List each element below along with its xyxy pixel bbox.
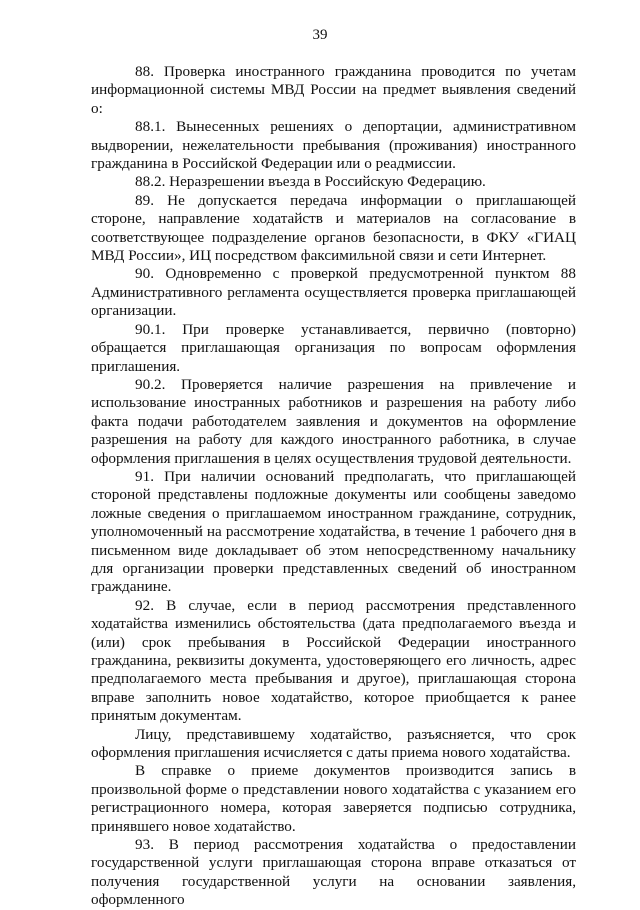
paragraph-92-note: Лицу, представившему ходатайство, разъясняется, что срок оформления приглашения исчисляется с даты приема нового ходатайства. <box>91 725 576 762</box>
paragraph-88-2: 88.2. Неразрешении въезда в Российскую Федерацию. <box>135 173 486 191</box>
paragraph-91: 91. При наличии оснований предполагать, что приглашающей стороной представлены подложные документы или сообщены заведомо ложные сведения о приглашаемом иностранном гражданине, сотрудник, уполномоченный на рассмотрение ходатайства, в течение 1 рабочего дня в письменном виде докладывает об этом непосредственному начальнику для организации проверки представленных сведений об иностранном гражданине. <box>91 467 576 596</box>
paragraph-90-2: 90.2. Проверяется наличие разрешения на привлечение и использование иностранных работников и разрешения на работу либо факта подачи работодателем заявления и документов на оформление разрешения на работу для каждого иностранного работника, в случае оформления приглашения в целях осуществления трудовой деятельности. <box>91 375 576 467</box>
document-body <box>91 63 576 910</box>
paragraph-92-receipt: В справке о приеме документов производится запись в произвольной форме о представлении нового ходатайства с указанием его регистрационного номера, которая заверяется подписью сотрудника, принявшего новое ходатайство. <box>91 762 576 835</box>
paragraph-92: 92. В случае, если в период рассмотрения представленного ходатайства изменились обстоятельства (дата предполагаемого въезда и (или) срок пребывания в Российской Федерации иностранного гражданина, реквизиты документа, удостоверяющего его личность, адрес предполагаемого места пребывания и другое), приглашающая сторона вправе заполнить новое ходатайство, которое приобщается к ранее принятым документам. <box>91 596 576 725</box>
paragraph-93: 93. В период рассмотрения ходатайства о предоставлении государственной услуги приглашающая сторона вправе отказаться от получения государственной услуги на основании заявления, оформленного <box>91 836 576 909</box>
page-number: 39 <box>312 27 328 43</box>
paragraph-89: 89. Не допускается передача информации о приглашающей стороне, направление ходатайств и материалов на согласование в соответствующее подразделение органов безопасности, в ФКУ «ГИАЦ МВД России», ИЦ посредством факсимильной связи и сети Интернет. <box>91 191 576 265</box>
paragraph-90-1: 90.1. При проверке устанавливается, первично (повторно) обращается приглашающая организация по вопросам оформления приглашения. <box>91 320 576 375</box>
paragraph-90: 90. Одновременно с проверкой предусмотренной пунктом 88 Административного регламента осуществляется проверка приглашающей организации. <box>91 265 576 320</box>
paragraph-88-1: 88.1. Вынесенных решениях о депортации, административном выдворении, нежелательности пребывания (проживания) иностранного гражданина в Российской Федерации или о реадмиссии. <box>91 118 576 173</box>
paragraph-88: 88. Проверка иностранного гражданина проводится по учетам информационной системы МВД России на предмет выявления сведений о: <box>91 63 576 117</box>
